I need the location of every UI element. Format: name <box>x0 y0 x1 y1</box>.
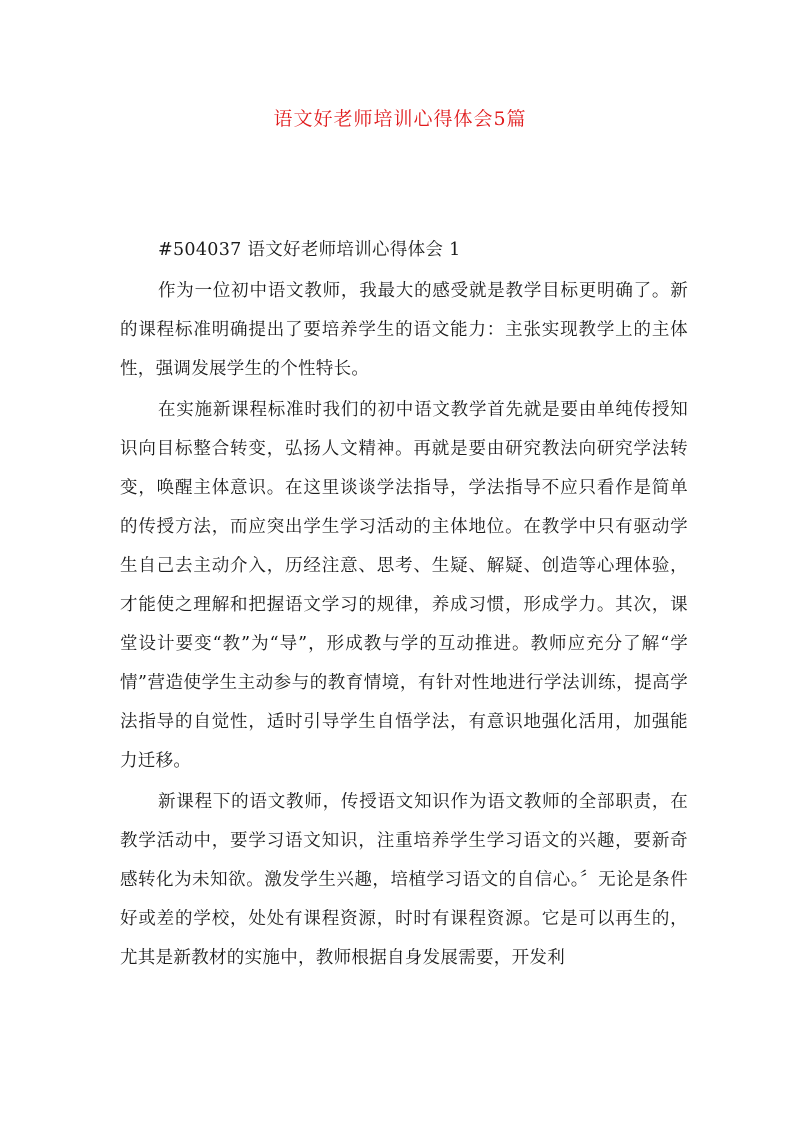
paragraph-2: 在实施新课程标准时我们的初中语文教学首先就是要由单纯传授知识向目标整合转变，弘扬人文精神。再就是要由研究教法向研究学法转变，唤醒主体意识。在这里谈谈学法指导，学法指导不应只看作是简单的传授方法，而应突出学生学习活动的主体地位。在教学中只有驱动学生自己去主动介入，历经注意、思考、生疑、解疑、创造等心理体验，才能使之理解和把握语文学习的规律，养成习惯，形成学力。其次，课堂设计要变“教”为“导”，形成教与学的互动推进。教师应充分了解“学情”营造使学生主动参与的教育情境，有针对性地进行学法训练，提高学法指导的自觉性，适时引导学生自悟学法，有意识地强化活用，加强能力迁移。 <box>120 400 688 771</box>
document-body <box>120 231 688 978</box>
paragraph-1: 作为一位初中语文教师，我最大的感受就是教学目标更明确了。新的课程标准明确提出了要培养学生的语文能力：主张实现教学上的主体性，强调发展学生的个性特长。 <box>120 281 688 379</box>
document-title: 语文好老师培训心得体会5篇 <box>273 108 527 130</box>
section-heading: #504037 语文好老师培训心得体会 1 <box>158 240 461 260</box>
paragraph-3: 新课程下的语文教师，传授语文知识作为语文教师的全部职责，在教学活动中，要学习语文知识，注重培养学生学习语文的兴趣，要新奇感转化为未知欲。激发学生兴趣，培植学习语文的自信心。〞无论是条件好或差的学校，处处有课程资源，时时有课程资源。它是可以再生的，尤其是新教材的实施中，教师根据自身发展需要，开发利 <box>120 792 688 968</box>
